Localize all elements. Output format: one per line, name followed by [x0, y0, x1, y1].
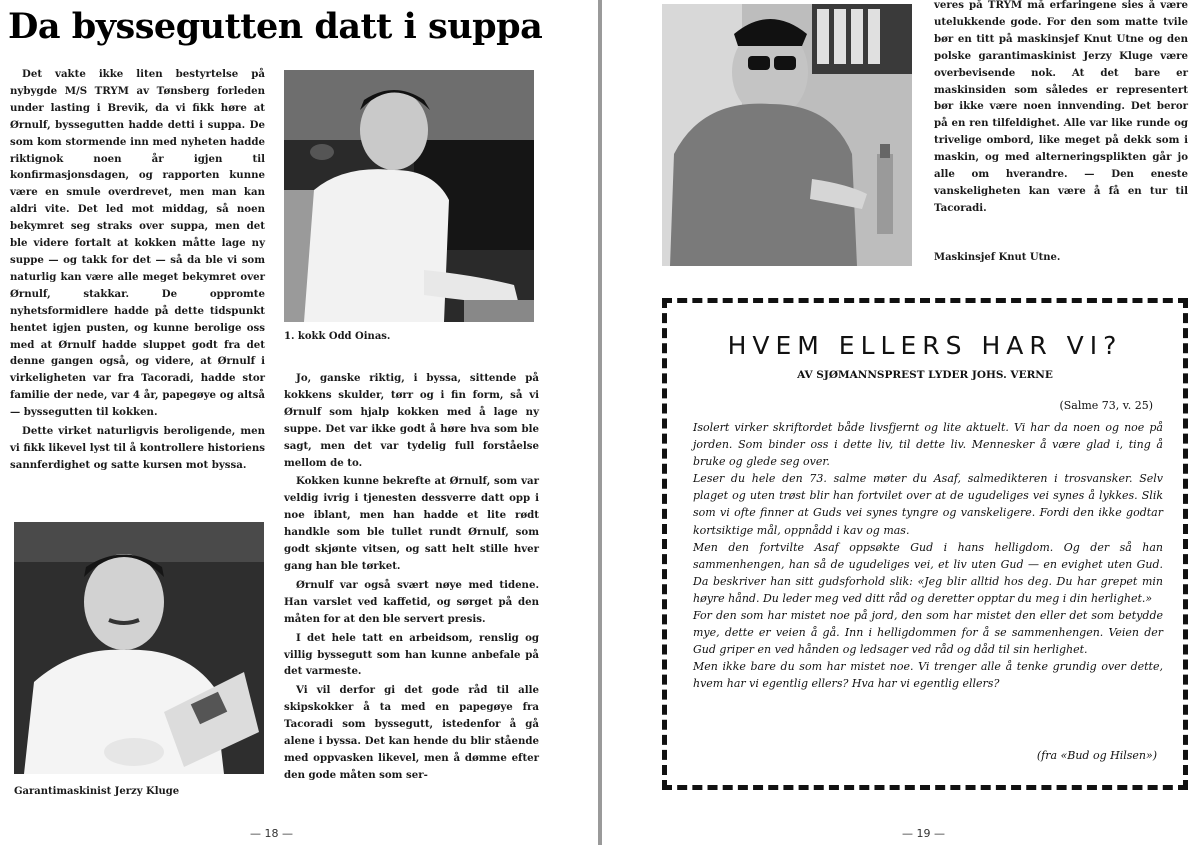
photo-guarantee-engineer	[14, 522, 264, 774]
article-headline: Da byssegutten datt i suppa	[8, 6, 543, 47]
article-paragraph: Jo, ganske riktig, i byssa, sittende på kokkens skulder, tørr og i fin form, så vi Ørnulf som hjalp kokken med å lage ny suppe. Det var ikke godt å høre hva som ble sagt, men det var tydelig full forståelse mellom de to.	[284, 372, 539, 469]
article-continuation-column: veres på TRYM må erfaringene sies å være utelukkende gode. For den som matte tvile bør en titt på maskinsjef Knut Utne og den polske garantimaskinist Jerzy Kluge være overbevisende nok. At det bare er maskinsiden som således er representert bør ikke være noen innvending. Det beror på en ren tilfeldighet. Alle var like runde og trivelige ombord, like meget på dekk som i maskin, og med alterneringsplikten går jo alle om hverandre. — Den eneste vanskeligheten kan være å få en tur til Tacoradi.	[934, 0, 1188, 214]
article-paragraph: Det vakte ikke liten bestyrtelse på nybygde M/S TRYM av Tønsberg forleden under lasting i Brevik, da vi fikk høre at Ørnulf, byssegutten hadde detti i suppa. De som kom stormende inn med nyheten hadde riktignok noen år igjen til konfirmasjonsdagen, og rapporten kunne være en smule overdrevet, men man kan aldri vite. Det led mot middag, så noen bekymret seg straks over suppa, men det ble videre fortalt at kokken måtte lage ny suppe — og takk for det — så da ble vi som naturlig kan være alle meget bekymret over Ørnulf, stakkar. De oppromte nyhetsformidlere hadde på dette tidspunkt hentet igjen pusten, og kunne berolige oss med at Ørnulf hadde sluppet godt fra det denne gangen også, og videre, at Ørnulf i virkeligheten var fra Tacoradi, hadde stor familie der nede, var 4 år, papegøye og altså — byssegutten til kokken.	[10, 68, 265, 419]
article-column-1	[10, 66, 265, 474]
cook-photo-illustration	[284, 70, 534, 322]
box-paragraph: For den som har mistet noe på jord, den som har mistet den eller det som betydde mye, dette er veien å gå. Inn i helligdommen for å se sammenhengen. Veien der Gud griper en ved hånden og ledsager ved råd og dåd til sin herlighet.	[693, 609, 1163, 657]
article-column-2	[284, 370, 539, 784]
caption-cook: 1. kokk Odd Oinas.	[284, 331, 391, 342]
left-page	[0, 0, 598, 845]
box-paragraph: Men den fortvilte Asaf oppsøkte Gud i hans helligdom. Og der så han sammenhengen, han så de ugudeliges vei, et liv uten Gud — en evighet uten Gud. Da beskriver han sitt gudsforhold slik: «Jeg blir alltid hos deg. Du har grepet min høyre hånd. Du leder meg ved ditt råd og deretter opptar du meg i din herlighet.»	[693, 540, 1163, 605]
box-paragraph: Isolert virker skriftordet både livsfjernt og lite aktuelt. Vi har da noen og noe på jorden. Som binder oss i dette liv, til dette liv. Mennesker å være glad i, ting å bruke og glede seg over.	[693, 421, 1163, 469]
box-source: (fra «Bud og Hilsen»)	[1036, 749, 1157, 762]
box-body	[693, 419, 1163, 693]
article-paragraph: I det hele tatt en arbeidsom, renslig og villig byssegutt som han kunne anbefale på det varmeste.	[284, 631, 539, 678]
photo-chief-engineer	[662, 4, 912, 266]
engineer-photo-illustration	[14, 522, 264, 774]
box-scripture-reference: (Salme 73, v. 25)	[1059, 399, 1153, 412]
box-byline: AV SJØMANNSPREST LYDER JOHS. VERNE	[797, 369, 1053, 381]
article-paragraph: Vi vil derfor gi det gode råd til alle skipskokker å ta med en papegøye fra Tacoradi som byssegutt, istedenfor å gå alene i byssa. Det kan hende du blir stående med oppvasken likevel, men å dømme efter den gode måten som ser-	[284, 684, 539, 781]
right-page	[602, 0, 1200, 845]
chief-engineer-photo-illustration	[662, 4, 912, 266]
box-paragraph: Men ikke bare du som har mistet noe. Vi trenger alle å tenke grundig over dette, hvem har vi egentlig ellers? Hva har vi egentlig ellers?	[693, 660, 1163, 691]
page-number: — 19 —	[902, 827, 945, 840]
caption-chief-engineer: Maskinsjef Knut Utne.	[934, 252, 1061, 263]
article-paragraph: Ørnulf var også svært nøye med tidene. Han varslet ved kaffetid, og sørget på den måten for at den ble servert presis.	[284, 578, 539, 625]
photo-cook-with-parrot	[284, 70, 534, 322]
caption-guarantee-engineer: Garantimaskinist Jerzy Kluge	[14, 786, 180, 797]
page-number: — 18 —	[250, 827, 293, 840]
devotional-box	[662, 298, 1188, 790]
article-paragraph: Kokken kunne bekrefte at Ørnulf, som var veldig ivrig i tjenesten dessverre datt opp i noe iblant, men han hadde et lite rødt handkle som ble tullet rundt Ørnulf, som godt skjønte vitsen, og satt helt stille hver gang han ble tørket.	[284, 475, 539, 572]
box-title: HVEM ELLERS HAR VI?	[727, 331, 1123, 360]
box-paragraph: Leser du hele den 73. salme møter du Asaf, salmedikteren i trosvansker. Selv plaget og uten trøst blir han fortvilet over at de ugudeliges vei synes å lykkes. Slik som vi ofte finner at Guds vei synes tyngre og vanskeligere. Fordi den ikke godtar kortsiktige mål, oppnådd i kav og mas.	[693, 472, 1163, 537]
article-paragraph: Dette virket naturligvis beroligende, men vi fikk likevel lyst til å kontrollere historiens sannferdighet og satte kursen mot byssa.	[10, 425, 265, 471]
